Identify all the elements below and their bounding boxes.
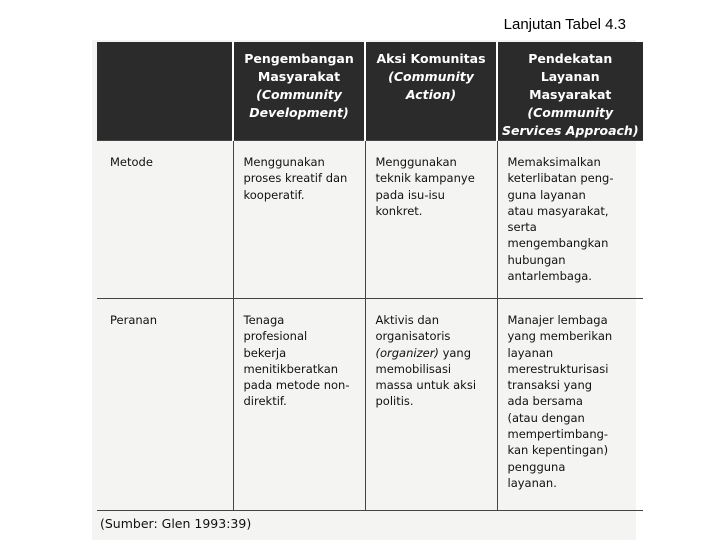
cell-line: Development)	[249, 105, 349, 120]
cell-metode-services	[497, 141, 643, 299]
row-label-metode: Metode	[97, 141, 233, 299]
cell-line: layanan.	[507, 475, 557, 490]
cell-line: politis.	[375, 394, 414, 409]
cell-line: transaksi yang	[507, 378, 593, 393]
cell-line: Action)	[405, 87, 457, 102]
cell-line: massa untuk aksi	[375, 378, 477, 393]
cell-line: konkret.	[375, 203, 423, 218]
row-label-peranan: Peranan	[97, 299, 233, 511]
cell-line: profesional	[243, 329, 308, 344]
cell-line: Menggunakan	[375, 155, 457, 169]
cell-line: antarlembaga.	[507, 269, 592, 284]
cell-line: Layanan	[540, 69, 600, 84]
source-citation: (Sumber: Glen 1993:39)	[100, 516, 252, 531]
cell-line: direktif.	[243, 394, 287, 409]
cell-line: (Community	[388, 69, 474, 84]
cell-line: layanan	[507, 345, 554, 360]
cell-line: proses kreatif dan	[243, 171, 348, 186]
cell-line	[376, 345, 491, 361]
cell-line: Aktivis dan	[375, 313, 440, 327]
cell-line: atau masyarakat,	[507, 203, 609, 218]
cell-line: merestrukturisasi	[507, 361, 609, 376]
cell-peranan-services	[497, 299, 643, 511]
italic-term: (organizer)	[375, 345, 439, 360]
cell-line: ada bersama	[507, 394, 583, 409]
header-community-action	[365, 42, 497, 141]
table-row	[97, 141, 643, 299]
cell-line: menitikberatkan	[243, 361, 339, 376]
cell-metode-development	[233, 141, 365, 299]
cell-peranan-action	[365, 299, 497, 511]
cell-line: (Community	[527, 105, 614, 120]
cell-line: Services Approach)	[502, 123, 639, 138]
cell-line: mempertimbang-	[507, 427, 609, 442]
cell-line: serta	[507, 220, 537, 235]
cell-line: pada isu-isu	[375, 187, 445, 202]
cell-line: Pengembangan	[244, 51, 354, 66]
table-row	[97, 299, 643, 511]
cell-line: hubungan	[507, 252, 566, 267]
cell-line: Manajer lembaga	[507, 313, 608, 327]
cell-line: Menggunakan	[243, 155, 325, 169]
cell-line: (Community	[256, 87, 342, 102]
cell-line: keterlibatan peng-	[507, 171, 614, 186]
cell-line: mengembangkan	[507, 236, 609, 251]
cell-line: yang memberikan	[507, 329, 613, 344]
cell-line: Masyarakat	[529, 87, 612, 102]
cell-line: guna layanan	[507, 187, 586, 202]
cell-line-rest: yang	[438, 345, 472, 360]
comparison-table	[97, 42, 643, 511]
header-row	[97, 42, 643, 141]
table-caption: Lanjutan Tabel 4.3	[503, 16, 626, 33]
cell-line: organisatoris	[375, 329, 451, 344]
cell-line: pada metode non-	[243, 378, 350, 393]
header-community-development	[233, 42, 365, 141]
cell-line: Memaksimalkan	[507, 155, 601, 169]
cell-line: (atau dengan	[507, 410, 585, 425]
cell-line: teknik kampanye	[375, 171, 475, 186]
cell-line: kooperatif.	[243, 187, 305, 202]
cell-line: Tenaga	[243, 313, 285, 327]
cell-peranan-development	[233, 299, 365, 511]
cell-line: Aksi Komunitas	[376, 51, 486, 66]
cell-line: bekerja	[243, 345, 287, 360]
cell-line: Masyarakat	[257, 69, 341, 84]
cell-line: kan kepentingan)	[507, 443, 609, 458]
header-community-services-approach	[497, 42, 643, 141]
cell-line: Pendekatan	[528, 51, 613, 66]
cell-line: memobilisasi	[375, 361, 452, 376]
cell-metode-action	[365, 141, 497, 299]
header-cell-empty	[97, 42, 233, 141]
cell-line: pengguna	[507, 459, 566, 474]
